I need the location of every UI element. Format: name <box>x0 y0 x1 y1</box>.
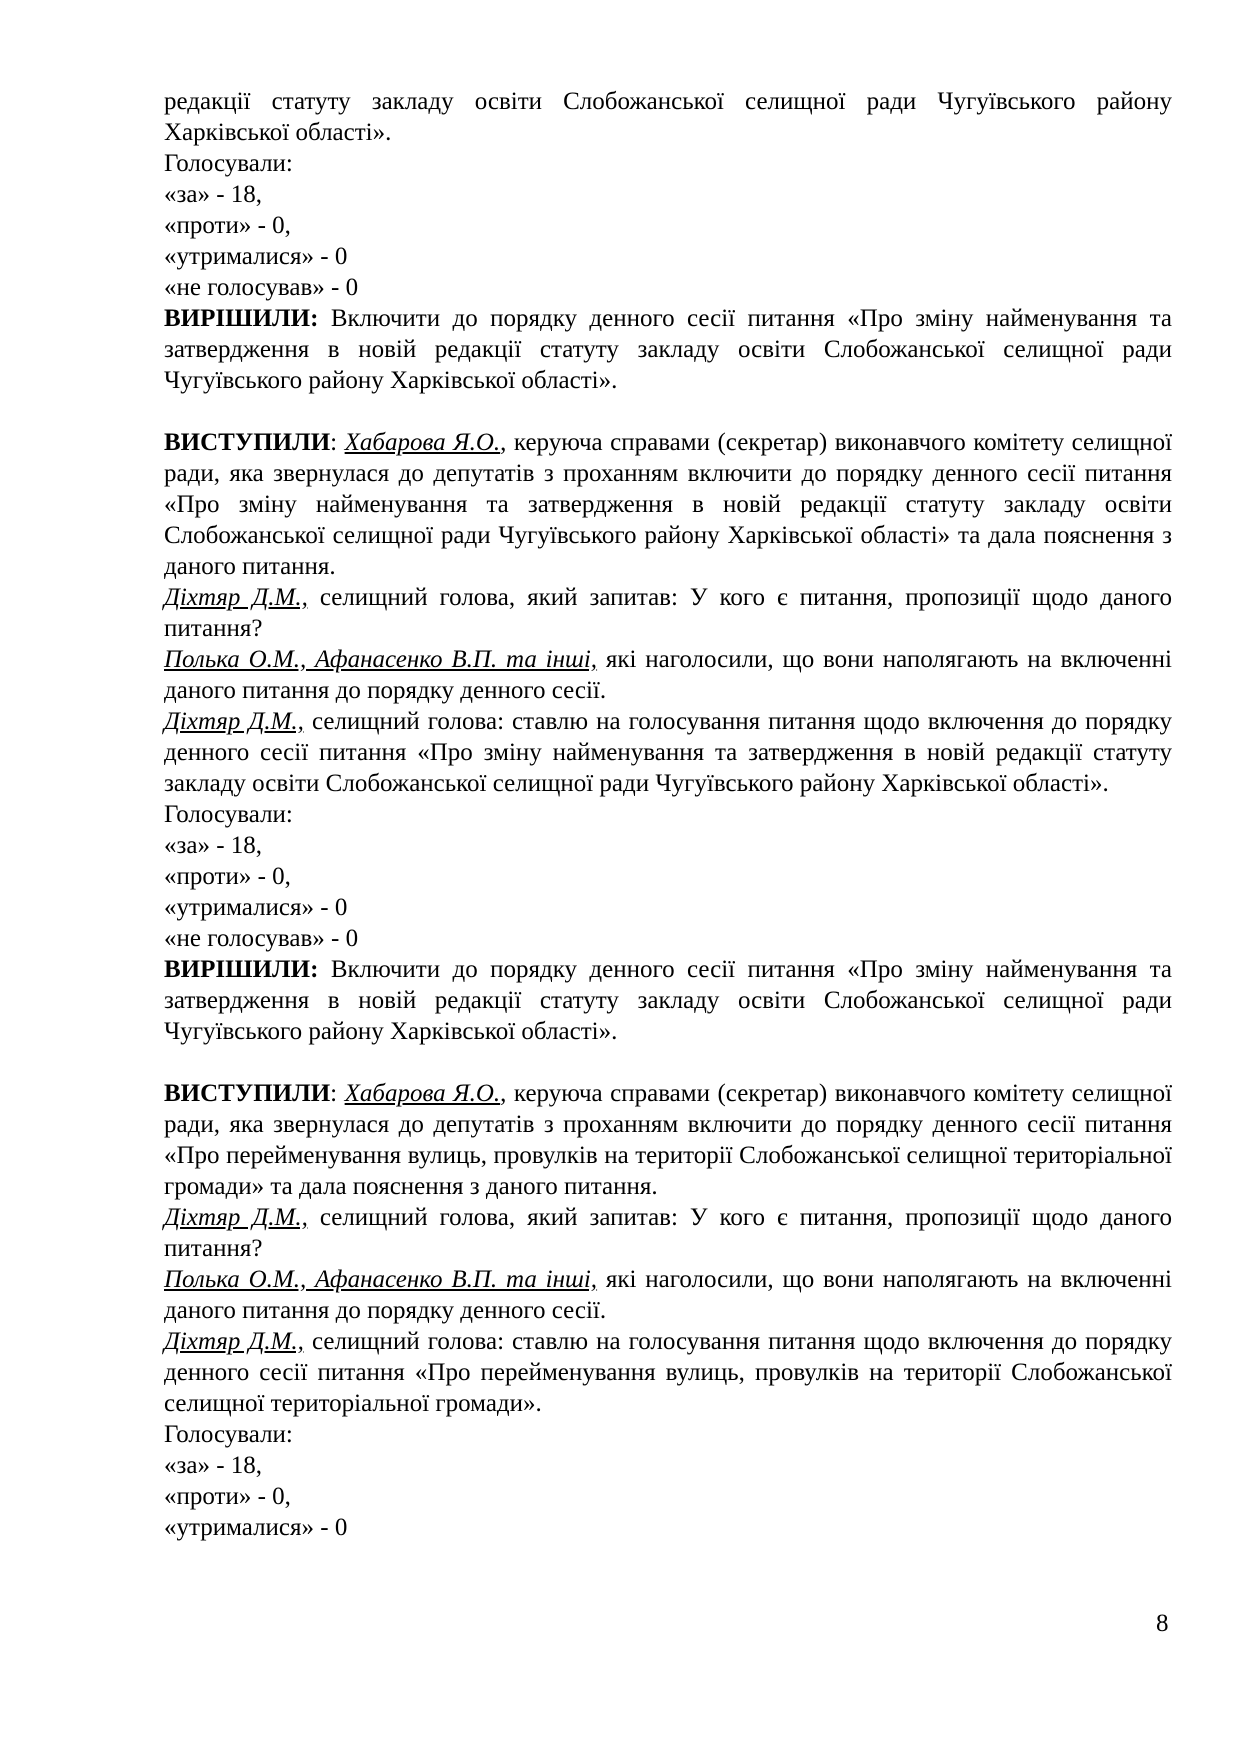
deputies-text: які наголосили, що вони наполягають на включенні даного питання до порядку денного сесії. <box>164 646 1172 704</box>
colon: : <box>330 1080 345 1107</box>
colon: : <box>330 429 345 456</box>
document-page <box>164 86 1172 1543</box>
spoke-label: ВИСТУПИЛИ <box>164 429 331 456</box>
chair-question-paragraph <box>164 582 1172 644</box>
page-number: 8 <box>1156 1610 1169 1637</box>
chair-question-paragraph <box>164 1202 1172 1264</box>
deputies-paragraph <box>164 644 1172 706</box>
spoke-label: ВИСТУПИЛИ <box>164 1080 331 1107</box>
decision-paragraph <box>164 303 1172 396</box>
paragraph-continuation: редакції статуту закладу освіти Слобожанської селищної ради Чугуївського району Харківської області». <box>164 88 1172 146</box>
votes-heading: Голосували: <box>164 1421 293 1448</box>
chair-vote-paragraph <box>164 706 1172 799</box>
chair-vote-text: селищний голова: ставлю на голосування питання щодо включення до порядку денного сесії питання «Про перейменування вулиць, провулків на території Слобожанської селищної територіальної громади». <box>164 1328 1172 1417</box>
chair-vote-paragraph <box>164 1326 1172 1419</box>
chair-question: селищний голова, який запитав: У кого є питання, пропозиції щодо даного питання? <box>164 584 1172 642</box>
vote-not-voted: «не голосував» - 0 <box>164 925 359 952</box>
vote-against: «проти» - 0, <box>164 863 291 890</box>
decision-text: Включити до порядку денного сесії питання «Про зміну найменування та затвердження в новій редакції статуту закладу освіти Слобожанської селищної ради Чугуївського району Харківської області». <box>164 956 1172 1045</box>
deputies-names: Полька О.М., Афанасенко В.П. та інші, <box>164 1266 598 1293</box>
speaker-name: Хабарова Я.О. <box>344 429 501 456</box>
chair-vote-text: селищний голова: ставлю на голосування питання щодо включення до порядку денного сесії питання «Про зміну найменування та затвердження в новій редакції статуту закладу освіти Слобожанської селищної ради Чугуївського району Харківської області». <box>164 708 1172 797</box>
decision-label: ВИРІШИЛИ: <box>164 305 319 332</box>
vote-not-voted: «не голосував» - 0 <box>164 274 359 301</box>
vote-for: «за» - 18, <box>164 832 263 859</box>
chair-name: Діхтяр Д.М., <box>164 1328 304 1355</box>
decision-paragraph <box>164 954 1172 1047</box>
vote-against: «проти» - 0, <box>164 212 291 239</box>
chair-question: селищний голова, який запитав: У кого є питання, пропозиції щодо даного питання? <box>164 1204 1172 1262</box>
decision-text: Включити до порядку денного сесії питання «Про зміну найменування та затвердження в новій редакції статуту закладу освіти Слобожанської селищної ради Чугуївського району Харківської області». <box>164 305 1172 394</box>
vote-for: «за» - 18, <box>164 1452 263 1479</box>
speech-paragraph <box>164 427 1172 582</box>
votes-heading: Голосували: <box>164 801 293 828</box>
vote-abstained: «утрималися» - 0 <box>164 1514 348 1541</box>
spacer <box>164 1047 1172 1078</box>
vote-against: «проти» - 0, <box>164 1483 291 1510</box>
spacer <box>164 396 1172 427</box>
chair-name: Діхтяр Д.М., <box>164 584 308 611</box>
deputies-paragraph <box>164 1264 1172 1326</box>
chair-name: Діхтяр Д.М., <box>164 708 304 735</box>
vote-for: «за» - 18, <box>164 181 263 208</box>
vote-abstained: «утрималися» - 0 <box>164 894 348 921</box>
deputies-names: Полька О.М., Афанасенко В.П. та інші, <box>164 646 598 673</box>
speaker-name: Хабарова Я.О. <box>344 1080 501 1107</box>
chair-name: Діхтяр Д.М., <box>164 1204 308 1231</box>
votes-heading: Голосували: <box>164 150 293 177</box>
speech-paragraph <box>164 1078 1172 1202</box>
deputies-text: які наголосили, що вони наполягають на включенні даного питання до порядку денного сесії. <box>164 1266 1172 1324</box>
speech-text: , керуюча справами (секретар) виконавчого комітету селищної ради, яка звернулася до депутатів з проханням включити до порядку денного сесії питання «Про зміну найменування та затвердження в новій редакції статуту закладу освіти Слобожанської селищної ради Чугуївського району Харківської області» та дала пояснення з даного питання. <box>164 429 1173 580</box>
decision-label: ВИРІШИЛИ: <box>164 956 319 983</box>
vote-abstained: «утрималися» - 0 <box>164 243 348 270</box>
speech-text: , керуюча справами (секретар) виконавчого комітету селищної ради, яка звернулася до депутатів з проханням включити до порядку денного сесії питання «Про перейменування вулиць, провулків на території Слобожанської селищної територіальної громади» та дала пояснення з даного питання. <box>164 1080 1173 1200</box>
